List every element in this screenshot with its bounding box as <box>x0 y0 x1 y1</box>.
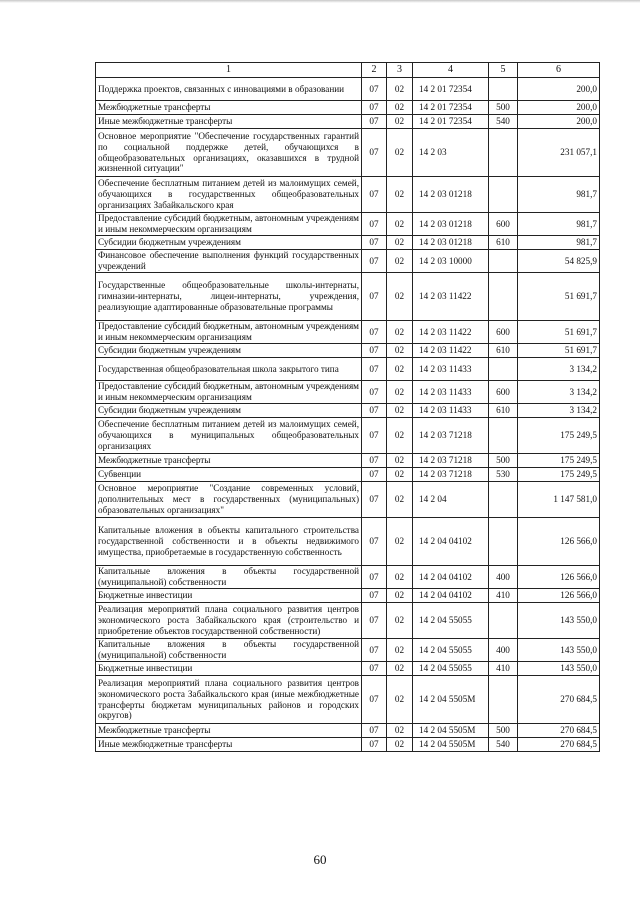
row-subsection: 02 <box>387 344 413 358</box>
row-section: 07 <box>362 518 387 566</box>
row-description: Субсидии бюджетным учреждениям <box>96 344 362 358</box>
row-subsection: 02 <box>387 381 413 404</box>
table-row <box>96 321 600 344</box>
row-expense-type: 410 <box>489 662 518 676</box>
table-row <box>96 358 600 381</box>
row-section: 07 <box>362 418 387 454</box>
row-expense-type: 540 <box>489 115 518 129</box>
table-row <box>96 676 600 724</box>
row-amount: 126 566,0 <box>518 518 600 566</box>
table-row <box>96 724 600 738</box>
row-expense-type: 500 <box>489 724 518 738</box>
row-subsection: 02 <box>387 273 413 321</box>
row-description: Иные межбюджетные трансферты <box>96 738 362 752</box>
row-amount: 1 147 581,0 <box>518 482 600 518</box>
row-amount: 981,7 <box>518 236 600 250</box>
row-expense-type <box>489 273 518 321</box>
row-amount: 270 684,5 <box>518 676 600 724</box>
table-row <box>96 639 600 662</box>
row-section: 07 <box>362 724 387 738</box>
row-amount: 175 249,5 <box>518 468 600 482</box>
row-amount: 981,7 <box>518 213 600 236</box>
row-amount: 270 684,5 <box>518 738 600 752</box>
header-cell-6: 6 <box>518 63 600 78</box>
row-subsection: 02 <box>387 724 413 738</box>
row-target-article: 14 2 04 04102 <box>413 566 489 589</box>
table-row <box>96 518 600 566</box>
row-subsection: 02 <box>387 589 413 603</box>
row-section: 07 <box>362 381 387 404</box>
row-description: Обеспечение бесплатным питанием детей из малоимущих семей, обучающихся в государственных общеобразовательных организациях Забайкальского края <box>96 177 362 213</box>
row-target-article: 14 2 04 55055 <box>413 603 489 639</box>
table-row <box>96 454 600 468</box>
row-subsection: 02 <box>387 603 413 639</box>
row-expense-type <box>489 250 518 273</box>
row-amount: 51 691,7 <box>518 321 600 344</box>
row-target-article: 14 2 03 <box>413 129 489 177</box>
row-target-article: 14 2 04 04102 <box>413 518 489 566</box>
row-expense-type: 600 <box>489 213 518 236</box>
table-row <box>96 129 600 177</box>
row-target-article: 14 2 03 11433 <box>413 404 489 418</box>
row-section: 07 <box>362 482 387 518</box>
table-row <box>96 344 600 358</box>
header-cell-3: 3 <box>387 63 413 78</box>
row-description: Бюджетные инвестиции <box>96 589 362 603</box>
row-expense-type: 600 <box>489 321 518 344</box>
row-amount: 143 550,0 <box>518 662 600 676</box>
row-target-article: 14 2 01 72354 <box>413 101 489 115</box>
row-description: Субвенции <box>96 468 362 482</box>
row-target-article: 14 2 04 5505M <box>413 724 489 738</box>
row-expense-type: 610 <box>489 344 518 358</box>
table-row <box>96 603 600 639</box>
row-amount: 143 550,0 <box>518 603 600 639</box>
row-amount: 981,7 <box>518 177 600 213</box>
row-target-article: 14 2 04 5505M <box>413 738 489 752</box>
row-expense-type: 500 <box>489 454 518 468</box>
row-subsection: 02 <box>387 518 413 566</box>
row-target-article: 14 2 01 72354 <box>413 78 489 101</box>
row-amount: 51 691,7 <box>518 344 600 358</box>
row-subsection: 02 <box>387 236 413 250</box>
row-description: Предоставление субсидий бюджетным, автономным учреждениям и иным некоммерческим организациям <box>96 321 362 344</box>
row-target-article: 14 2 03 11422 <box>413 344 489 358</box>
row-expense-type: 500 <box>489 101 518 115</box>
budget-table-container <box>95 62 599 752</box>
row-section: 07 <box>362 639 387 662</box>
table-row <box>96 381 600 404</box>
table-row <box>96 273 600 321</box>
row-expense-type <box>489 676 518 724</box>
row-section: 07 <box>362 662 387 676</box>
row-section: 07 <box>362 101 387 115</box>
row-target-article: 14 2 03 71218 <box>413 454 489 468</box>
row-target-article: 14 2 04 <box>413 482 489 518</box>
row-subsection: 02 <box>387 662 413 676</box>
row-target-article: 14 2 03 01218 <box>413 213 489 236</box>
page-number: 60 <box>313 852 327 867</box>
row-subsection: 02 <box>387 177 413 213</box>
row-subsection: 02 <box>387 250 413 273</box>
row-subsection: 02 <box>387 566 413 589</box>
row-section: 07 <box>362 129 387 177</box>
row-subsection: 02 <box>387 482 413 518</box>
row-section: 07 <box>362 236 387 250</box>
row-expense-type: 610 <box>489 236 518 250</box>
row-subsection: 02 <box>387 101 413 115</box>
row-description: Межбюджетные трансферты <box>96 454 362 468</box>
row-section: 07 <box>362 738 387 752</box>
row-amount: 175 249,5 <box>518 418 600 454</box>
row-subsection: 02 <box>387 418 413 454</box>
row-section: 07 <box>362 589 387 603</box>
row-description: Капитальные вложения в объекты государственной (муниципальной) собственности <box>96 639 362 662</box>
row-subsection: 02 <box>387 115 413 129</box>
budget-table <box>95 62 600 752</box>
row-section: 07 <box>362 468 387 482</box>
row-amount: 143 550,0 <box>518 639 600 662</box>
row-amount: 200,0 <box>518 78 600 101</box>
row-section: 07 <box>362 78 387 101</box>
row-section: 07 <box>362 250 387 273</box>
row-expense-type <box>489 78 518 101</box>
table-row <box>96 482 600 518</box>
row-description: Поддержка проектов, связанных с инновациями в образовании <box>96 78 362 101</box>
row-section: 07 <box>362 273 387 321</box>
row-expense-type <box>489 177 518 213</box>
row-expense-type: 610 <box>489 404 518 418</box>
row-expense-type: 540 <box>489 738 518 752</box>
row-section: 07 <box>362 676 387 724</box>
row-target-article: 14 2 01 72354 <box>413 115 489 129</box>
row-section: 07 <box>362 213 387 236</box>
row-target-article: 14 2 04 5505M <box>413 676 489 724</box>
row-section: 07 <box>362 358 387 381</box>
row-amount: 200,0 <box>518 101 600 115</box>
row-subsection: 02 <box>387 454 413 468</box>
row-expense-type <box>489 603 518 639</box>
row-subsection: 02 <box>387 129 413 177</box>
row-expense-type: 530 <box>489 468 518 482</box>
row-section: 07 <box>362 603 387 639</box>
row-description: Капитальные вложения в объекты государственной (муниципальной) собственности <box>96 566 362 589</box>
row-subsection: 02 <box>387 738 413 752</box>
header-row <box>96 63 600 78</box>
row-amount: 51 691,7 <box>518 273 600 321</box>
row-description: Предоставление субсидий бюджетным, автономным учреждениям и иным некоммерческим организациям <box>96 213 362 236</box>
row-subsection: 02 <box>387 639 413 662</box>
row-description: Государственные общеобразовательные школы-интернаты, гимназии-интернаты, лицеи-интернаты, учреждения, реализующие адаптированные образовательные программы <box>96 273 362 321</box>
row-description: Бюджетные инвестиции <box>96 662 362 676</box>
row-section: 07 <box>362 454 387 468</box>
row-target-article: 14 2 04 55055 <box>413 639 489 662</box>
row-expense-type: 410 <box>489 589 518 603</box>
table-row <box>96 738 600 752</box>
row-description: Основное мероприятие "Создание современных условий, дополнительных мест в государственных (муниципальных) образовательных организациях" <box>96 482 362 518</box>
row-description: Иные межбюджетные трансферты <box>96 115 362 129</box>
row-amount: 126 566,0 <box>518 566 600 589</box>
row-target-article: 14 2 04 55055 <box>413 662 489 676</box>
table-body <box>96 78 600 752</box>
header-cell-2: 2 <box>362 63 387 78</box>
row-amount: 54 825,9 <box>518 250 600 273</box>
row-target-article: 14 2 03 01218 <box>413 236 489 250</box>
row-expense-type: 600 <box>489 381 518 404</box>
table-row <box>96 589 600 603</box>
row-amount: 3 134,2 <box>518 404 600 418</box>
row-subsection: 02 <box>387 468 413 482</box>
row-target-article: 14 2 03 11433 <box>413 358 489 381</box>
table-row <box>96 213 600 236</box>
row-description: Государственная общеобразовательная школа закрытого типа <box>96 358 362 381</box>
row-target-article: 14 2 04 04102 <box>413 589 489 603</box>
row-expense-type <box>489 358 518 381</box>
row-amount: 3 134,2 <box>518 358 600 381</box>
table-row <box>96 418 600 454</box>
row-description: Межбюджетные трансферты <box>96 101 362 115</box>
row-subsection: 02 <box>387 78 413 101</box>
row-amount: 270 684,5 <box>518 724 600 738</box>
row-target-article: 14 2 03 71218 <box>413 418 489 454</box>
row-description: Капитальные вложения в объекты капитального строительства государственной собственности и в объекты недвижимого имущества, приобретаемые в государственную собственность <box>96 518 362 566</box>
row-expense-type: 400 <box>489 566 518 589</box>
row-section: 07 <box>362 404 387 418</box>
table-row <box>96 236 600 250</box>
row-subsection: 02 <box>387 213 413 236</box>
row-amount: 175 249,5 <box>518 454 600 468</box>
row-description: Реализация мероприятий плана социального развития центров экономического роста Забайкальского края (строительство и приобретение объектов государственной собственности) <box>96 603 362 639</box>
table-row <box>96 662 600 676</box>
row-section: 07 <box>362 566 387 589</box>
header-cell-1: 1 <box>96 63 362 78</box>
row-description: Обеспечение бесплатным питанием детей из малоимущих семей, обучающихся в муниципальных общеобразовательных организациях <box>96 418 362 454</box>
row-amount: 231 057,1 <box>518 129 600 177</box>
table-row <box>96 468 600 482</box>
row-target-article: 14 2 03 01218 <box>413 177 489 213</box>
header-cell-5: 5 <box>489 63 518 78</box>
row-expense-type <box>489 418 518 454</box>
row-subsection: 02 <box>387 404 413 418</box>
row-amount: 200,0 <box>518 115 600 129</box>
row-description: Межбюджетные трансферты <box>96 724 362 738</box>
row-description: Предоставление субсидий бюджетным, автономным учреждениям и иным некоммерческим организациям <box>96 381 362 404</box>
row-expense-type <box>489 129 518 177</box>
table-row <box>96 250 600 273</box>
table-row <box>96 566 600 589</box>
row-section: 07 <box>362 344 387 358</box>
row-description: Субсидии бюджетным учреждениям <box>96 236 362 250</box>
scan-edge <box>0 0 640 3</box>
row-target-article: 14 2 03 11422 <box>413 321 489 344</box>
row-target-article: 14 2 03 10000 <box>413 250 489 273</box>
table-row <box>96 101 600 115</box>
row-description: Финансовое обеспечение выполнения функций государственных учреждений <box>96 250 362 273</box>
row-expense-type <box>489 482 518 518</box>
row-expense-type: 400 <box>489 639 518 662</box>
row-amount: 126 566,0 <box>518 589 600 603</box>
row-amount: 3 134,2 <box>518 381 600 404</box>
row-subsection: 02 <box>387 676 413 724</box>
row-section: 07 <box>362 321 387 344</box>
header-cell-4: 4 <box>413 63 489 78</box>
row-description: Основное мероприятие "Обеспечение государственных гарантий по социальной поддержке детей, обучающихся в общеобразовательных организациях, оказавшихся в трудной жизненной ситуации" <box>96 129 362 177</box>
table-row <box>96 78 600 101</box>
row-target-article: 14 2 03 11422 <box>413 273 489 321</box>
row-expense-type <box>489 518 518 566</box>
row-target-article: 14 2 03 71218 <box>413 468 489 482</box>
row-subsection: 02 <box>387 358 413 381</box>
table-row <box>96 177 600 213</box>
row-section: 07 <box>362 115 387 129</box>
row-description: Реализация мероприятий плана социального развития центров экономического роста Забайкальского края (иные межбюджетные трансферты бюджетам муниципальных районов и городских округов) <box>96 676 362 724</box>
row-description: Субсидии бюджетным учреждениям <box>96 404 362 418</box>
table-row <box>96 115 600 129</box>
row-section: 07 <box>362 177 387 213</box>
row-target-article: 14 2 03 11433 <box>413 381 489 404</box>
table-row <box>96 404 600 418</box>
row-subsection: 02 <box>387 321 413 344</box>
